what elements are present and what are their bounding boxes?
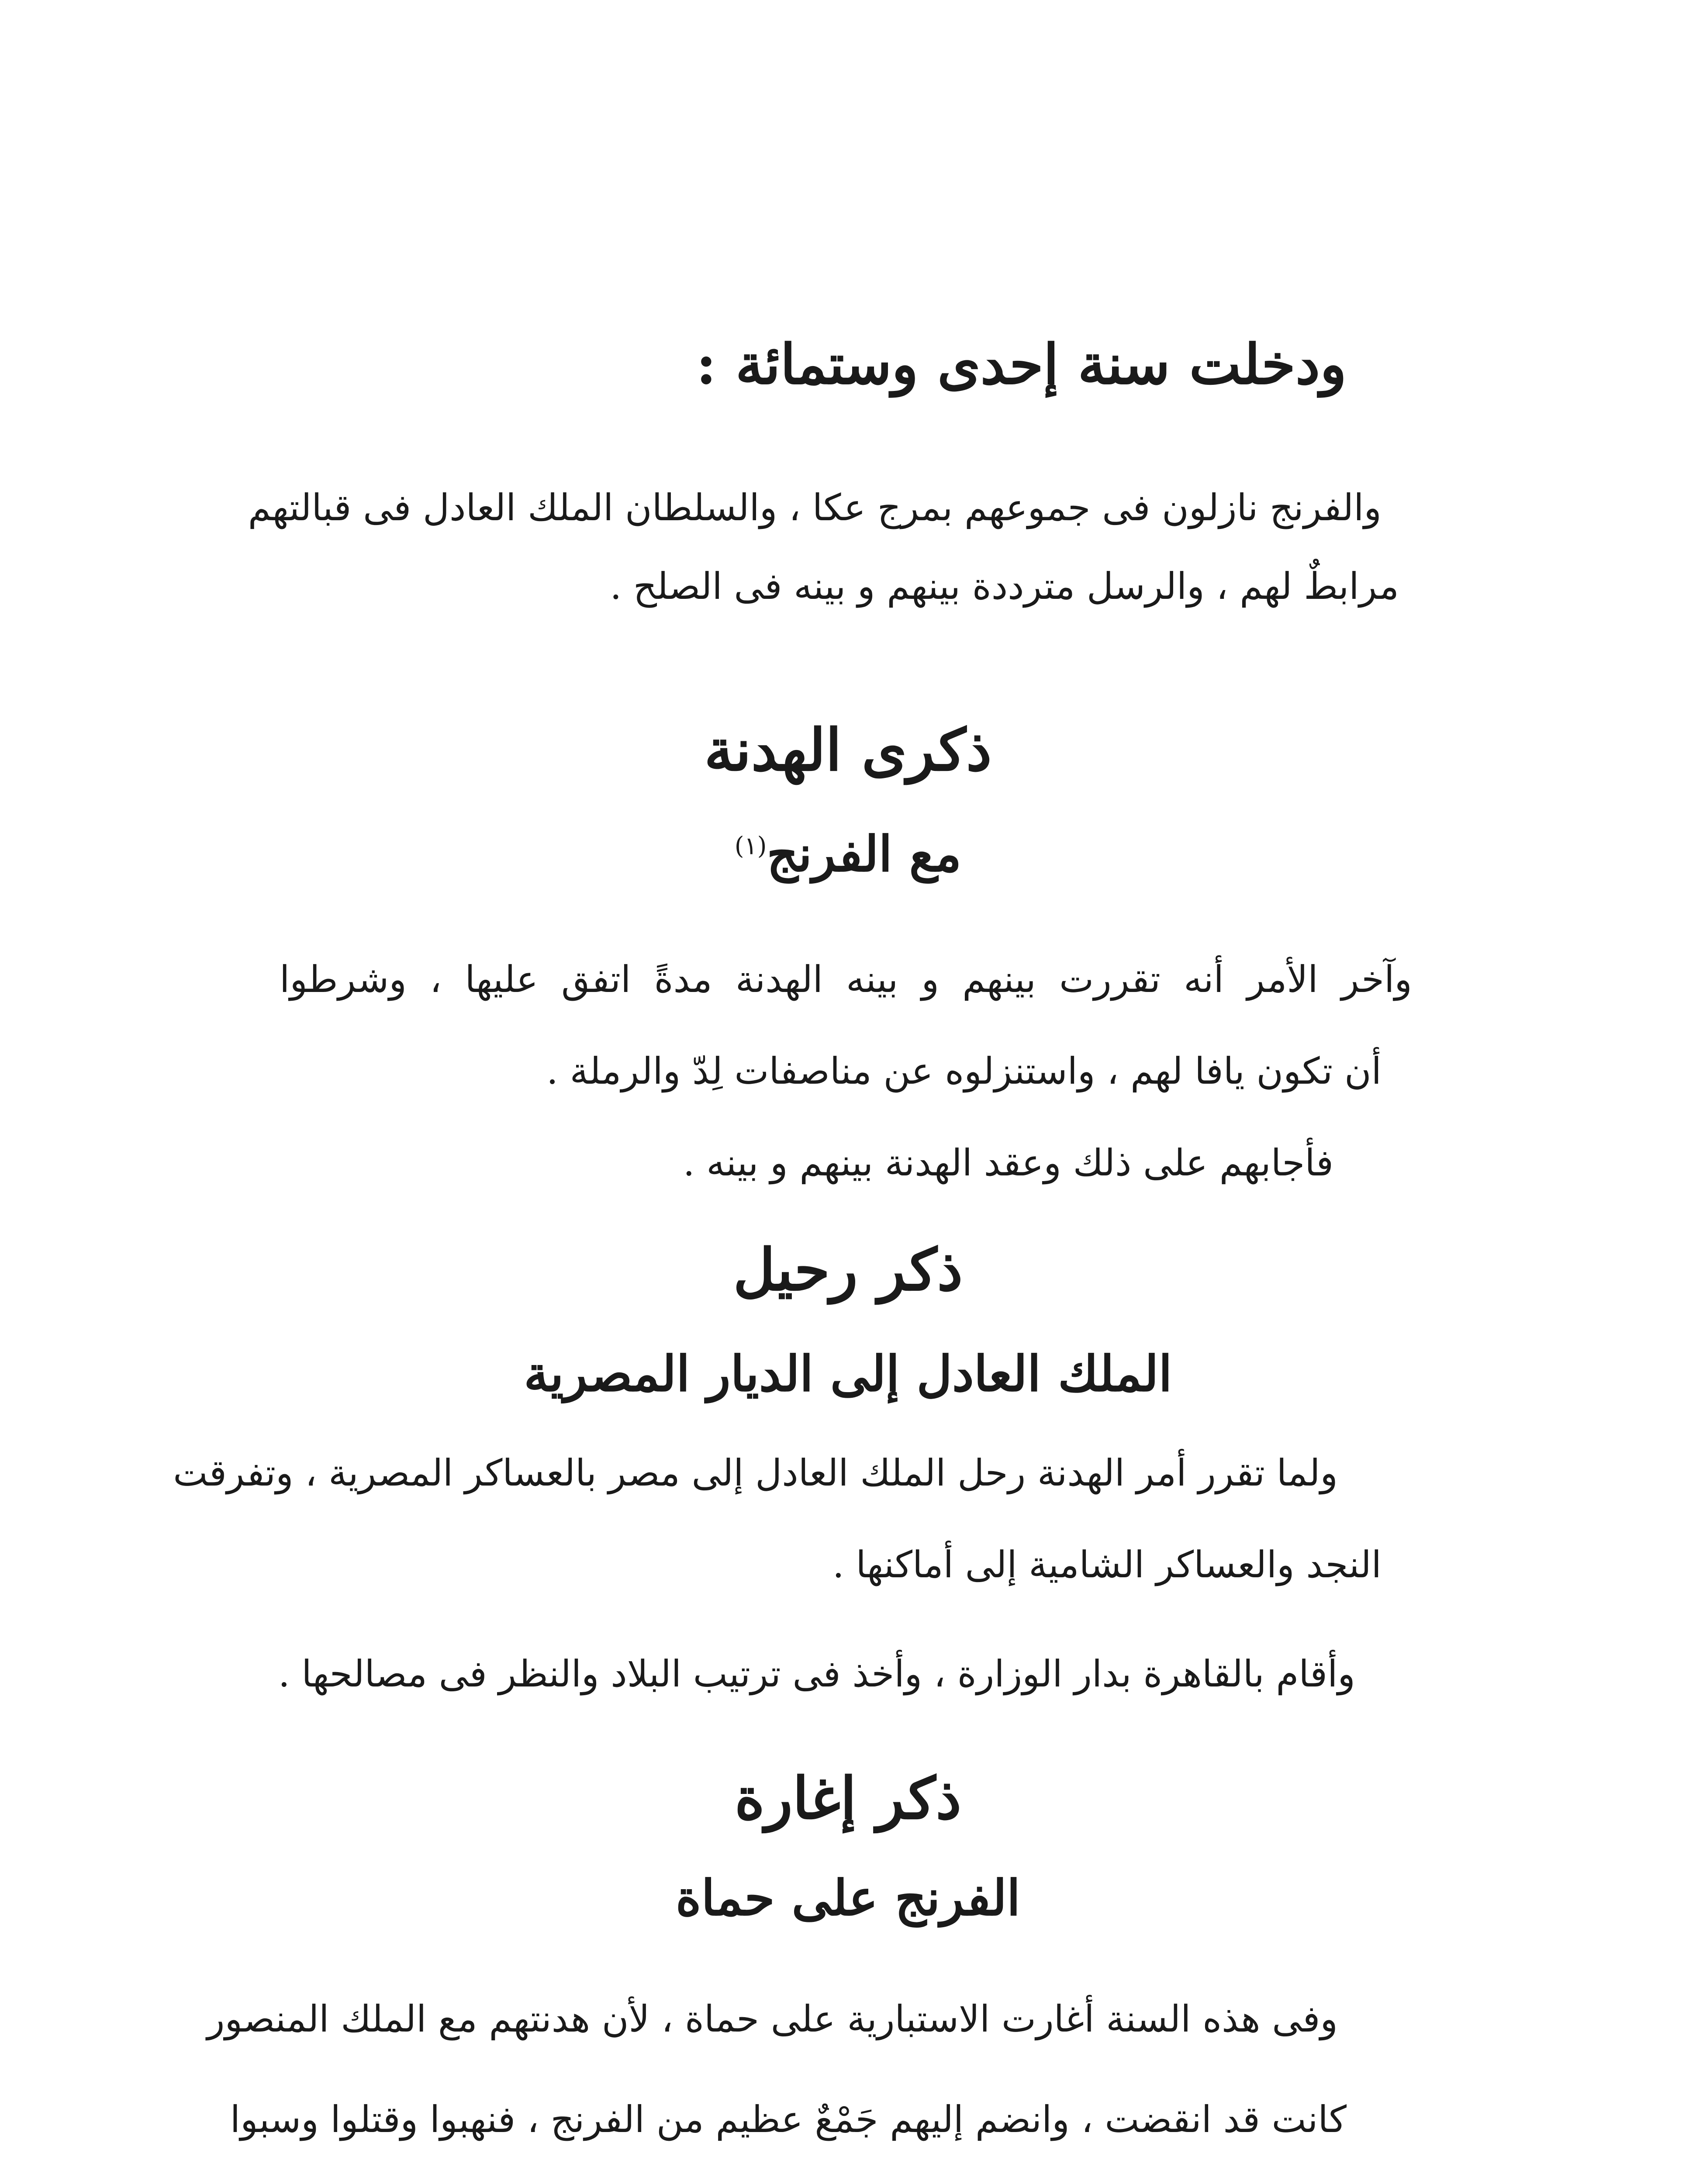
footnote-reference: (١)	[734, 832, 767, 860]
section-title-departure: ذكر رحيل	[733, 1236, 963, 1304]
paragraph-line: كانت قد انقضت ، وانضم إليهم جَمْعٌ عظيم من الفرنج ، فنهبوا وقتلوا وسبوا	[230, 2098, 1347, 2141]
section-subtitle-truce	[0, 826, 1696, 883]
paragraph-line: وآخر الأمر أنه تقررت بينهم و بينه الهدنة مدةً اتفق عليها ، وشرطوا	[280, 958, 1412, 1001]
paragraph-4	[173, 1451, 1382, 1586]
year-heading: ودخلت سنة إحدى وستمائة :	[696, 332, 1347, 397]
section-title-raid: ذكر إغارة	[734, 1765, 962, 1832]
paragraph-2	[280, 958, 1412, 1092]
paragraph-line: ولما تقرر أمر الهدنة رحل الملك العادل إلى مصر بالعساكر المصرية ، وتفرقت	[173, 1451, 1338, 1494]
paragraph-line: مرابطٌ لهم ، والرسل مترددة بينهم و بينه فى الصلح .	[610, 565, 1399, 608]
paragraph-3	[280, 1141, 1333, 1192]
paragraph-line: فأجابهم على ذلك وعقد الهدنة بينهم و بينه .	[683, 1141, 1333, 1184]
paragraph-6	[207, 1997, 1382, 2141]
paragraph-1	[248, 486, 1399, 608]
paragraph-line: وفى هذه السنة أغارت الاستبارية على حماة ، لأن هدنتهم مع الملك المنصور	[207, 1997, 1338, 2040]
paragraph-line: والفرنج نازلون فى جموعهم بمرج عكا ، والسلطان الملك العادل فى قبالتهم	[248, 486, 1382, 529]
paragraph-line: وأقام بالقاهرة بدار الوزارة ، وأخذ فى ترتيب البلاد والنظر فى مصالحها .	[278, 1652, 1355, 1695]
section-subtitle-departure: الملك العادل إلى الديار المصرية	[524, 1345, 1172, 1403]
paragraph-line: النجد والعساكر الشامية إلى أماكنها .	[832, 1543, 1382, 1586]
section-subtitle-raid: الفرنج على حماة	[675, 1870, 1021, 1927]
paragraph-5	[278, 1652, 1355, 1704]
paragraph-line: أن تكون يافا لهم ، واستنزلوه عن مناصفات لِدّ والرملة .	[546, 1050, 1382, 1092]
section-title-truce: ذكرى الهدنة	[704, 716, 992, 784]
subtitle-text: مع الفرنج	[767, 826, 962, 883]
